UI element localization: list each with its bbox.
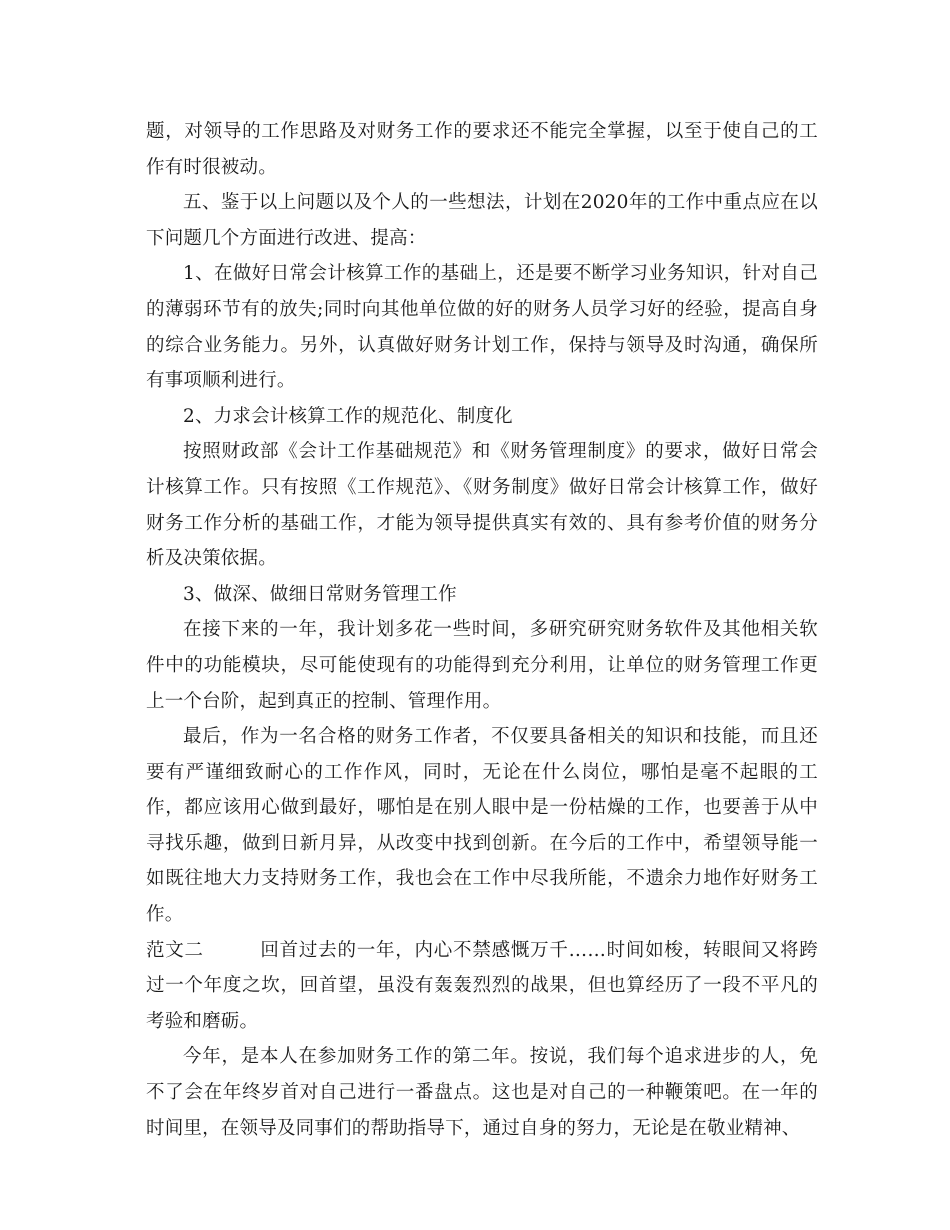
paragraph: 题，对领导的工作思路及对财务工作的要求还不能完全掌握，以至于使自己的工作有时很被动。 (146, 121, 818, 178)
paragraph: 五、鉴于以上问题以及个人的一些想法，计划在2020年的工作中重点应在以下问题几个方面进行改进、提高： (146, 192, 818, 249)
paragraph: 最后，作为一名合格的财务工作者，不仅要具备相关的知识和技能，而且还要有严谨细致耐心的工作作风，同时，无论在什么岗位，哪怕是毫不起眼的工作，都应该用心做到最好，哪怕是在别人眼中是一份枯燥的工作，也要善于从中寻找乐趣，做到日新月异，从改变中找到创新。在今后的工作中，希望领导能一如既往地大力支持财务工作，我也会在工作中尽我所能，不遗余力地作好财务工作。 (146, 726, 818, 926)
section-paragraph (146, 933, 818, 1040)
paragraph-heading: 3、做深、做细日常财务管理工作 (183, 583, 457, 605)
section-first-text: 回首过去的一年，内心不禁感慨万千……时间如梭，转眼间又将跨过一个年度之坎，回首望，虽没有轰轰烈烈的战果，但也算经历了一段不平凡的考验和磨砺。 (146, 939, 818, 1032)
paragraph: 今年，是本人在参加财务工作的第二年。按说，我们每个追求进步的人，免不了会在年终岁首对自己进行一番盘点。这也是对自己的一种鞭策吧。在一年的时间里，在领导及同事们的帮助指导下，通过自身的努力，无论是在敬业精神、 (146, 1046, 818, 1139)
paragraph: 在接下来的一年，我计划多花一些时间，多研究研究财务软件及其他相关软件中的功能模块，尽可能使现有的功能得到充分利用，让单位的财务管理工作更上一个台阶，起到真正的控制、管理作用。 (146, 619, 818, 712)
paragraph-heading: 2、力求会计核算工作的规范化、制度化 (183, 405, 513, 427)
paragraph: 1、在做好日常会计核算工作的基础上，还是要不断学习业务知识，针对自己的薄弱环节有的放失;同时向其他单位做的好的财务人员学习好的经验，提高自身的综合业务能力。另外，认真做好财务计划工作，保持与领导及时沟通，确保所有事项顺利进行。 (146, 263, 818, 392)
document-body (146, 114, 818, 1146)
paragraph: 按照财政部《会计工作基础规范》和《财务管理制度》的要求，做好日常会计核算工作。只有按照《工作规范》、《财务制度》做好日常会计核算工作，做好财务工作分析的基础工作，才能为领导提供真实有效的、具有参考价值的财务分析及决策依据。 (146, 441, 818, 570)
section-label: 范文二 (146, 939, 204, 961)
